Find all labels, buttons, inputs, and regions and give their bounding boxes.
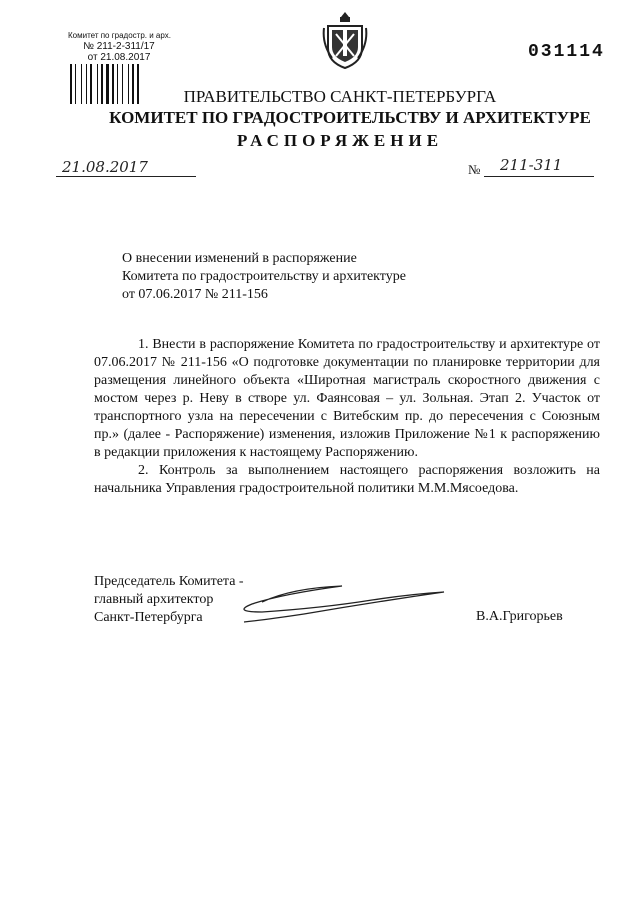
signatory-name: В.А.Григорьев [476,609,563,624]
document-subject [122,250,482,304]
document-body [94,336,600,498]
handwritten-number: 211-311 [500,156,563,174]
handwritten-signature [222,580,452,630]
coat-of-arms-emblem [322,10,368,72]
handwritten-date: 21.08.2017 [62,158,148,176]
number-underline [484,176,594,177]
stamp-line-org: Комитет по градостр. и арх. [68,31,171,40]
paragraph-2: 2. Контроль за выполнением настоящего распоряжения возложить на начальника Управления градостроительной политики М.М.Мясоедова. [94,463,600,496]
government-title: ПРАВИТЕЛЬСТВО САНКТ-ПЕТЕРБУРГА [183,87,497,106]
registration-stamp [68,30,188,63]
document-number: 031114 [528,42,605,62]
paragraph-1: 1. Внести в распоряжение Комитета по градостроительству и архитектуре от 07.06.2017 № 211-156 «О подготовке документации по планировке территории для размещения линейного объекта «Широтная магистраль скоростного движения с мостом через р. Неву в створе ул. Фаянсовая – ул. Зольная. Этап 2. Участок от транспортного узла на пересечении с Витебским пр. до пересечения с Союзным пр.» (далее - Распоряжение) изменения, изложив Приложение №1 к распоряжению в редакции приложения к настоящему Распоряжению. [94,337,600,460]
stamp-line-date: от 21.08.2017 [87,52,151,63]
subject-line: Комитета по градостроительству и архитектуре [122,269,406,284]
number-label: № [468,162,481,177]
committee-title: КОМИТЕТ ПО ГРАДОСТРОИТЕЛЬСТВУ И АРХИТЕКТУРЕ [109,108,591,127]
document-type-title: РАСПОРЯЖЕНИЕ [236,131,444,150]
subject-line: от 07.06.2017 № 211-156 [122,287,268,302]
signatory-title-line: главный архитектор [94,592,214,607]
signatory-title-line: Председатель Комитета - [94,574,244,589]
date-underline [56,176,196,177]
subject-line: О внесении изменений в распоряжение [122,251,357,266]
signatory-title-line: Санкт-Петербурга [94,610,203,625]
stamp-line-number: № 211-2-311/17 [83,41,155,52]
